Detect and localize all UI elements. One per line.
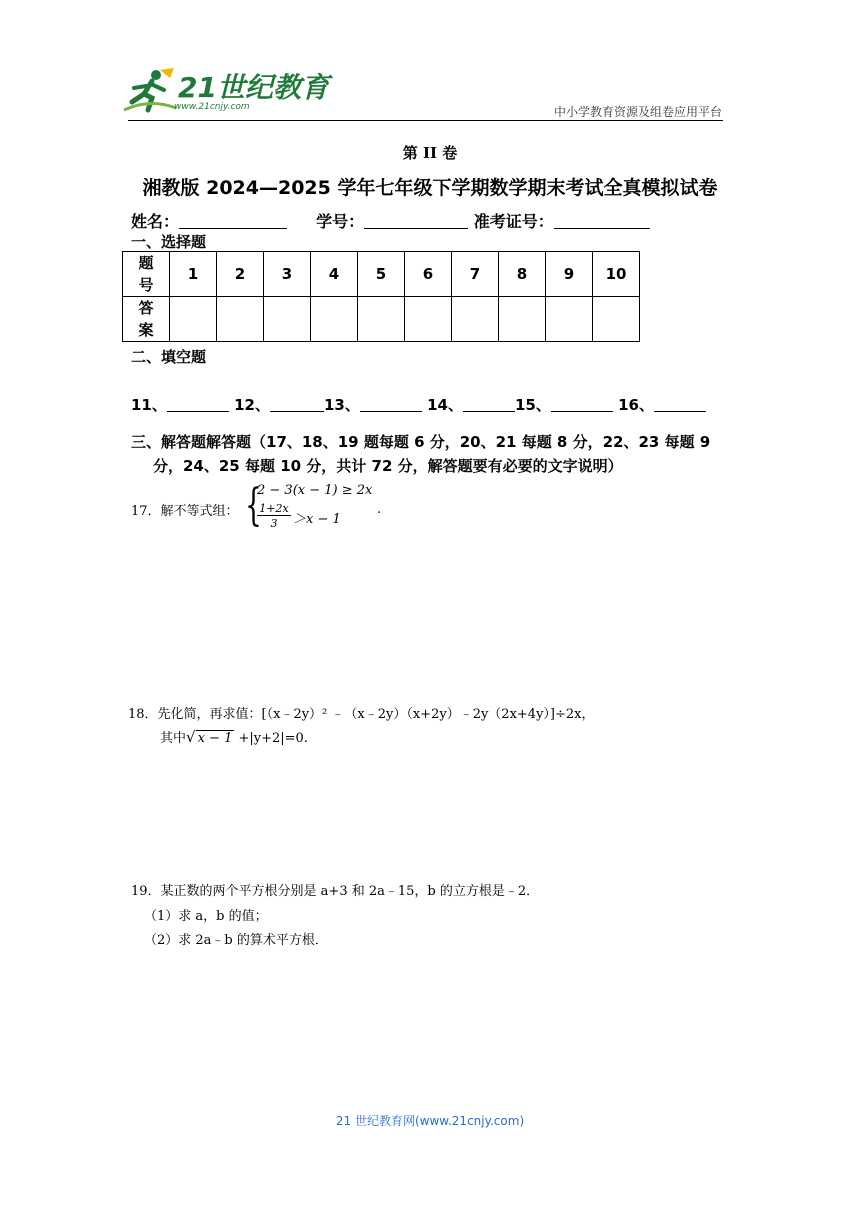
row-header-answer bbox=[123, 297, 170, 342]
question-18-prefix: 其中 bbox=[160, 731, 187, 746]
question-number-cell: 1 bbox=[170, 252, 217, 297]
row-header-char: 案 bbox=[138, 321, 154, 339]
question-17-system bbox=[245, 480, 405, 540]
fraction-denominator: 3 bbox=[270, 517, 278, 530]
question-19-sub1: （1）求 a，b 的值； bbox=[144, 909, 268, 924]
section-solve-heading bbox=[131, 430, 751, 478]
fill-blank-row bbox=[131, 394, 706, 415]
site-logo bbox=[122, 64, 329, 120]
paper-title: 湘教版 2024—2025 学年七年级下学期数学期末考试全真模拟试卷 bbox=[142, 177, 718, 199]
fill-blank[interactable] bbox=[551, 397, 613, 412]
section-solve-line1: 三、解答题解答题（17、18、19 题每题 6 分，20、21 每题 8 分，22、23 每题 9 bbox=[131, 433, 711, 451]
question-17-end: . bbox=[377, 502, 382, 517]
section-fill-heading: 二、填空题 bbox=[131, 348, 207, 366]
sqrt-radicand: x − 1 bbox=[197, 731, 233, 746]
answer-cell[interactable] bbox=[264, 297, 311, 342]
name-label: 姓名： bbox=[131, 212, 180, 231]
question-number-cell: 7 bbox=[452, 252, 499, 297]
answer-grid bbox=[122, 251, 640, 342]
question-number-cell: 4 bbox=[311, 252, 358, 297]
answer-cell[interactable] bbox=[311, 297, 358, 342]
row-header-char: 答 bbox=[138, 299, 154, 317]
answer-cell[interactable] bbox=[546, 297, 593, 342]
fill-item-number: 14、 bbox=[427, 396, 463, 414]
runner-icon bbox=[122, 68, 178, 114]
question-18-line2 bbox=[160, 727, 308, 746]
fill-item-number: 12、 bbox=[234, 396, 270, 414]
inequality-1: 2 − 3(x − 1) ≥ 2x bbox=[257, 483, 373, 498]
question-number-cell: 8 bbox=[499, 252, 546, 297]
footer-link[interactable]: 21 世纪教育网(www.21cnjy.com) bbox=[335, 1114, 525, 1128]
fill-blank[interactable] bbox=[463, 397, 515, 412]
question-number-cell: 2 bbox=[217, 252, 264, 297]
exam-number-label: 准考证号： bbox=[473, 212, 554, 231]
header-divider bbox=[128, 120, 723, 121]
answer-cell[interactable] bbox=[358, 297, 405, 342]
section-choice-heading: 一、选择题 bbox=[131, 233, 207, 251]
question-number-cell: 3 bbox=[264, 252, 311, 297]
fill-item-number: 16、 bbox=[618, 396, 654, 414]
answer-cell[interactable] bbox=[405, 297, 452, 342]
student-id-label: 学号： bbox=[316, 212, 365, 231]
exam-number-blank bbox=[554, 212, 650, 229]
answer-grid-answer-row bbox=[123, 297, 640, 342]
logo-url: www.21cnjy.com bbox=[174, 102, 250, 112]
question-17-label: 17．解不等式组： bbox=[131, 504, 239, 519]
answer-cell[interactable] bbox=[217, 297, 264, 342]
logo-text: 21世纪教育 bbox=[178, 71, 329, 104]
answer-cell[interactable] bbox=[170, 297, 217, 342]
fill-blank[interactable] bbox=[167, 397, 229, 412]
fill-blank[interactable] bbox=[654, 397, 706, 412]
row-header-number bbox=[123, 252, 170, 297]
fill-item-number: 15、 bbox=[514, 396, 551, 414]
fraction-numerator: 1+2x bbox=[257, 502, 291, 516]
question-18-line1: 18．先化简，再求值：[（x﹣2y）² ﹣（x﹣2y）（x+2y）﹣2y（2x+4y）]÷2x， bbox=[128, 707, 595, 722]
inequality-2-rest: ＞x − 1 bbox=[293, 512, 341, 527]
answer-cell[interactable] bbox=[452, 297, 499, 342]
student-info-fields bbox=[131, 209, 650, 232]
platform-text: 中小学教育资源及组卷应用平台 bbox=[553, 105, 722, 119]
fill-item-number: 11、 bbox=[131, 396, 167, 414]
volume-label: 第 II 卷 bbox=[402, 144, 458, 162]
fill-blank[interactable] bbox=[360, 397, 422, 412]
row-header-char: 号 bbox=[138, 276, 154, 294]
fill-blank[interactable] bbox=[270, 397, 324, 412]
student-id-blank bbox=[364, 212, 468, 229]
question-19-line1: 19．某正数的两个平方根分别是 a+3 和 2a﹣15，b 的立方根是﹣2． bbox=[131, 884, 540, 899]
question-18-rest: +|y+2|=0. bbox=[238, 731, 308, 746]
left-brace-icon: { bbox=[245, 480, 262, 531]
question-number-cell: 10 bbox=[593, 252, 640, 297]
row-header-char: 题 bbox=[138, 254, 154, 272]
answer-cell[interactable] bbox=[499, 297, 546, 342]
name-blank bbox=[179, 212, 287, 229]
sqrt-icon: √ bbox=[186, 728, 196, 746]
fill-item-number: 13、 bbox=[323, 396, 360, 414]
question-number-cell: 6 bbox=[405, 252, 452, 297]
answer-cell[interactable] bbox=[593, 297, 640, 342]
question-number-cell: 9 bbox=[546, 252, 593, 297]
question-number-cell: 5 bbox=[358, 252, 405, 297]
section-solve-line2: 分，24、25 每题 10 分，共计 72 分，解答题要有必要的文字说明） bbox=[153, 457, 623, 475]
answer-grid-number-row bbox=[123, 252, 640, 297]
question-19-sub2: （2）求 2a﹣b 的算术平方根． bbox=[144, 933, 328, 948]
